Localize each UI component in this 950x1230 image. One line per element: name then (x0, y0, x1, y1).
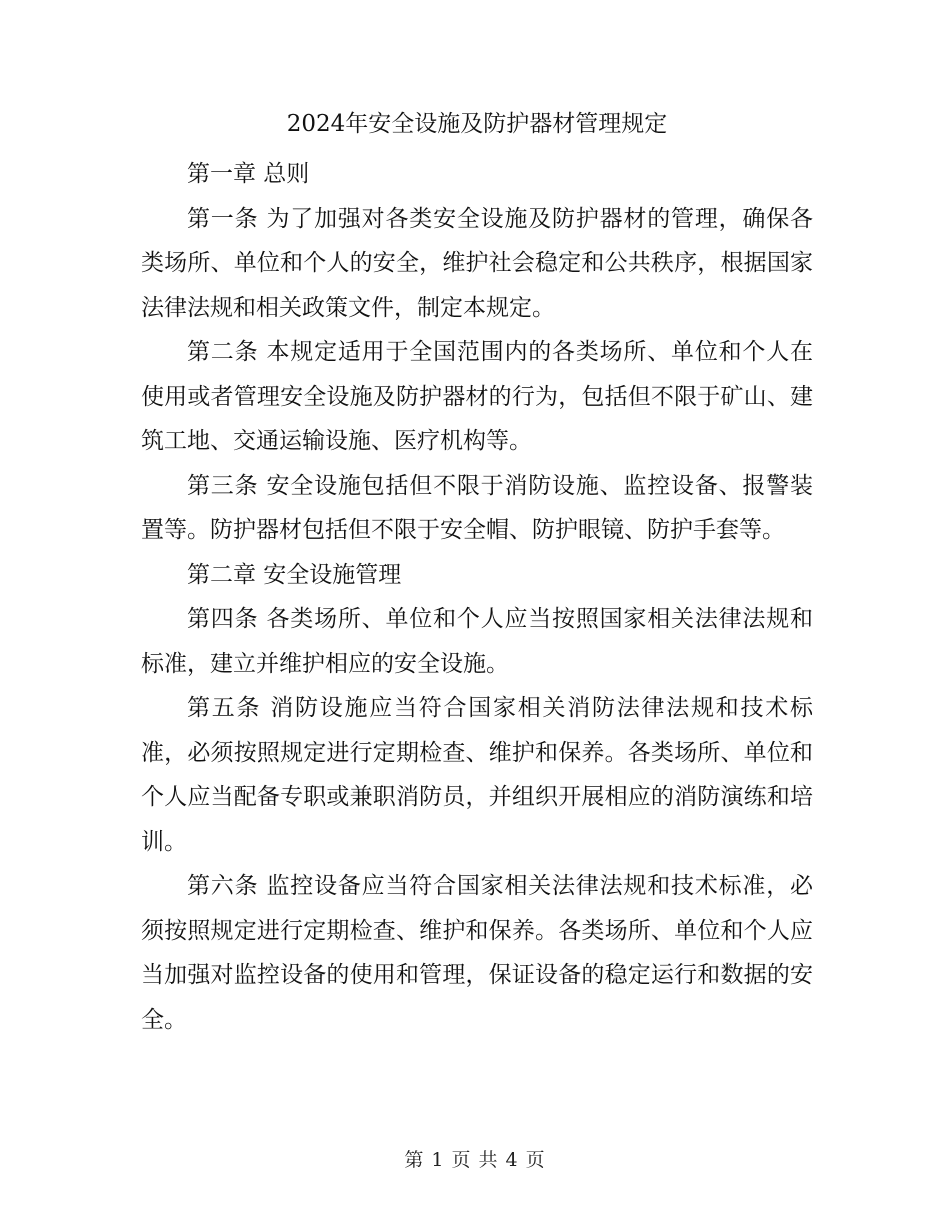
chapter-heading: 第一章 总则 (187, 161, 310, 187)
document-body (141, 104, 813, 1042)
page-number-footer: 第 1 页 共 4 页 (404, 1149, 546, 1171)
article-paragraph: 第五条 消防设施应当符合国家相关消防法律法规和技术标准，必须按照规定进行定期检查、维护和保养。各类场所、单位和个人应当配备专职或兼职消防员，并组织开展相应的消防演练和培训。 (141, 695, 813, 855)
article-paragraph: 第三条 安全设施包括但不限于消防设施、监控设备、报警装置等。防护器材包括但不限于安全帽、防护眼镜、防护手套等。 (141, 472, 813, 543)
article-paragraph: 第四条 各类场所、单位和个人应当按照国家相关法律法规和标准，建立并维护相应的安全设施。 (141, 606, 813, 677)
document-title: 2024年安全设施及防护器材管理规定 (286, 111, 668, 137)
article-paragraph: 第二条 本规定适用于全国范围内的各类场所、单位和个人在使用或者管理安全设施及防护器材的行为，包括但不限于矿山、建筑工地、交通运输设施、医疗机构等。 (141, 339, 813, 454)
article-paragraph: 第六条 监控设备应当符合国家相关法律法规和技术标准，必须按照规定进行定期检查、维护和保养。各类场所、单位和个人应当加强对监控设备的使用和管理，保证设备的稳定运行和数据的安全。 (141, 873, 813, 1033)
chapter-heading: 第二章 安全设施管理 (187, 561, 402, 588)
article-paragraph: 第一条 为了加强对各类安全设施及防护器材的管理，确保各类场所、单位和个人的安全，维护社会稳定和公共秩序，根据国家法律法规和相关政策文件，制定本规定。 (141, 205, 813, 321)
